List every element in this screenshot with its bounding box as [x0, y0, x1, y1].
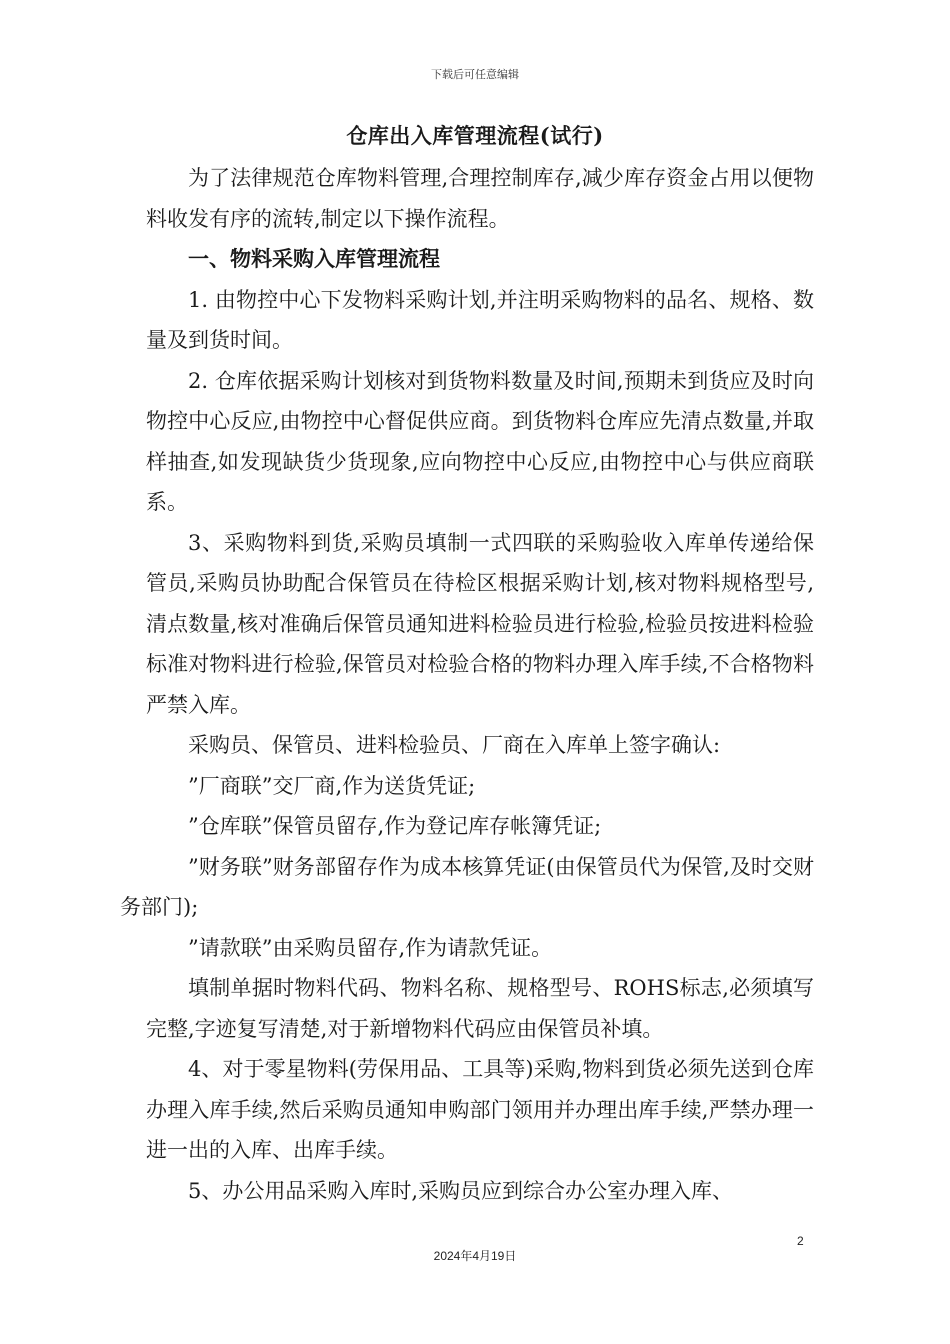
page-number: 2 [797, 1234, 804, 1248]
paragraph-item-1: 1. 由物控中心下发物料采购计划,并注明采购物料的品名、规格、数量及到货时间。 [146, 287, 814, 352]
paragraph-item-5: 5、办公用品采购入库时,采购员应到综合办公室办理入库、 [188, 1178, 734, 1203]
paragraph-form-filling: 填制单据时物料代码、物料名称、规格型号、ROHS标志,必须填写完整,字迹复写清楚,对于新增物料代码应由保管员补填。 [146, 976, 814, 1041]
paragraph-finance-copy: ”财务联”财务部留存作为成本核算凭证(由保管员代为保管,及时交财务部门); [120, 854, 814, 919]
paragraph-item-4: 4、对于零星物料(劳保用品、工具等)采购,物料到货必须先送到仓库办理入库手续,然后采购员通知申购部门领用并办理出库手续,严禁办理一进一出的入库、出库手续。 [146, 1057, 814, 1162]
intro-paragraph: 为了法律规范仓库物料管理,合理控制库存,减少库存资金占用以便物料收发有序的流转,制定以下操作流程。 [146, 166, 814, 231]
paragraph-signature-note: 采购员、保管员、进料检验员、厂商在入库单上签字确认: [188, 733, 721, 757]
paragraph-vendor-copy: ”厂商联”交厂商,作为送货凭证; [188, 773, 476, 798]
paragraph-item-3: 3、采购物料到货,采购员填制一式四联的采购验收入库单传递给保管员,采购员协助配合保管员在待检区根据采购计划,核对物料规格型号,清点数量,核对准确后保管员通知进料检验员进行检验,检验员按进料检验标准对物料进行检验,保管员对检验合格的物料办理入库手续,不合格物料严禁入库。 [146, 530, 814, 717]
paragraph-item-2: 2. 仓库依据采购计划核对到货物料数量及时间,预期未到货应及时向物控中心反应,由物控中心督促供应商。到货物料仓库应先清点数量,并取样抽查,如发现缺货少货现象,应向物控中心反应,由物控中心与供应商联系。 [146, 368, 814, 514]
document-title: 仓库出入库管理流程(试行) [346, 123, 604, 148]
paragraph-warehouse-copy: ”仓库联”保管员留存,作为登记库存帐簿凭证; [188, 814, 602, 838]
footer-date: 2024年4月19日 [433, 1249, 517, 1263]
header-note: 下载后可任意编辑 [431, 68, 519, 81]
document-body [120, 158, 814, 1211]
paragraph-payment-copy: ”请款联”由采购员留存,作为请款凭证。 [188, 935, 553, 960]
section-heading-1: 一、物料采购入库管理流程 [188, 246, 440, 271]
